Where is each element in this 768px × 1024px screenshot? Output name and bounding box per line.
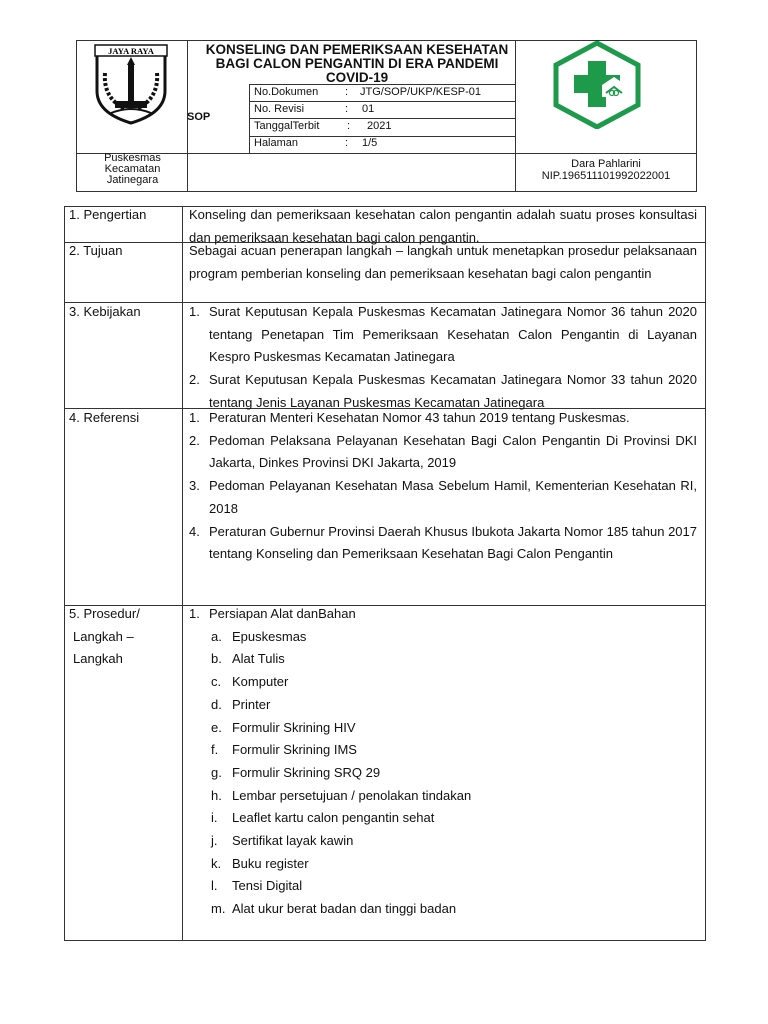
text-pengertian: Konseling dan pemeriksaan kesehatan calon pengantin adalah suatu proses konsultasi dan pemeriksaan kesehatan bagi calon pengantin. xyxy=(189,207,697,245)
jakarta-emblem-logo xyxy=(91,43,171,125)
signer-block xyxy=(516,158,696,182)
meta-value-tanggal: 2021 xyxy=(367,120,392,132)
text-tujuan: Sebagai acuan penerapan langkah – langkah untuk menetapkan prosedur pelaksanaan program pemberian konseling dan pemeriksaan kesehatan bagi calon pengantin xyxy=(189,243,697,281)
label-tujuan: 2. Tujuan xyxy=(69,243,123,258)
meta-label-tanggal: TanggalTerbit xyxy=(254,120,320,132)
list-item: 1. Peraturan Menteri Kesehatan Nomor 43 tahun 2019 tentang Puskesmas. xyxy=(189,410,630,425)
label-kebijakan: 3. Kebijakan xyxy=(69,304,141,319)
meta-label-halaman: Halaman xyxy=(254,137,299,149)
list-item: 2. Surat Keputusan Kepala Puskesmas Kecamatan Jatinegara Nomor 33 tahun 2020 tentang Jenis Layanan Puskesmas Kecamatan Jatinegara xyxy=(189,372,697,410)
meta-label-dokumen: No.Dokumen xyxy=(254,86,319,98)
meta-value-halaman: 1/5 xyxy=(362,137,378,149)
svg-text:JAYA RAYA: JAYA RAYA xyxy=(108,46,154,56)
sub-list-item: k. Buku register xyxy=(211,855,309,871)
meta-colon: : xyxy=(345,103,349,115)
sop-header xyxy=(76,40,697,192)
sop-content-table xyxy=(64,206,706,941)
meta-colon: : xyxy=(345,137,349,149)
label-referensi: 4. Referensi xyxy=(69,410,140,425)
signer-nip: NIP.196511101992022001 xyxy=(541,170,671,182)
list-item: 1. Persiapan Alat danBahan xyxy=(189,606,356,621)
puskesmas-logo xyxy=(552,41,642,129)
list-referensi xyxy=(189,407,697,566)
list-item: 4. Peraturan Gubernur Provinsi Daerah Khusus Ibukota Jakarta Nomor 185 tahun 2017 tentang Konseling dan Pemeriksaan Kesehatan Bagi Calon Pengantin xyxy=(189,523,697,562)
signer-name: Dara Pahlarini xyxy=(571,158,641,170)
list-item: 3. Pedoman Pelayanan Kesehatan Masa Sebelum Hamil, Kementerian Kesehatan RI, 2018 xyxy=(189,478,697,516)
list-item: 2. Pedoman Pelaksana Pelayanan Kesehatan Bagi Calon Pengantin Di Provinsi DKI Jakarta, Dinkes Provinsi DKI Jakarta, 2019 xyxy=(189,432,697,471)
sub-list-item: a. Epuskesmas xyxy=(211,628,307,644)
sub-list-item: j. Sertifikat layak kawin xyxy=(211,833,354,849)
puskesmas-name: Puskesmas Kecamatan Jatinegara xyxy=(104,152,161,186)
meta-value-revisi: 01 xyxy=(362,103,375,115)
sub-list-item: c. Komputer xyxy=(211,674,289,690)
sub-list-item: f. Formulir Skrining IMS xyxy=(211,742,357,758)
sub-list-item: g. Formulir Skrining SRQ 29 xyxy=(211,764,381,780)
sub-list-item: b. Alat Tulis xyxy=(211,651,285,667)
sop-label: SOP xyxy=(187,111,211,123)
sub-list-item: l. Tensi Digital xyxy=(211,878,303,894)
label-pengertian: 1. Pengertian xyxy=(69,207,147,222)
list-kebijakan xyxy=(189,301,697,415)
meta-label-revisi: No. Revisi xyxy=(254,103,305,115)
sub-list-item: i. Leaflet kartu calon pengantin sehat xyxy=(211,810,435,826)
sub-list-item: h. Lembar persetujuan / penolakan tindakan xyxy=(211,787,472,803)
meta-colon: : xyxy=(347,120,351,132)
sub-list-item: e. Formulir Skrining HIV xyxy=(211,719,356,735)
sub-list-item: m. Alat ukur berat badan dan tinggi badan xyxy=(211,901,457,917)
list-prosedur xyxy=(189,603,697,921)
meta-value-dokumen: JTG/SOP/UKP/KESP-01 xyxy=(360,86,482,98)
label-prosedur: 5. Prosedur/ Langkah – Langkah xyxy=(69,606,140,667)
list-item: 1. Surat Keputusan Kepala Puskesmas Kecamatan Jatinegara Nomor 36 tahun 2020 tentang Penetapan Tim Pemeriksaan Kesehatan Calon Pengantin di Layanan Kespro Puskesmas Kecamatan Jatinegara xyxy=(189,304,697,365)
meta-colon: : xyxy=(345,86,349,98)
document-title: KONSELING DAN PEMERIKSAAN KESEHATAN BAGI CALON PENGANTIN DI ERA PANDEMI COVID-19 xyxy=(205,42,509,85)
sub-list-item: d. Printer xyxy=(211,696,271,712)
